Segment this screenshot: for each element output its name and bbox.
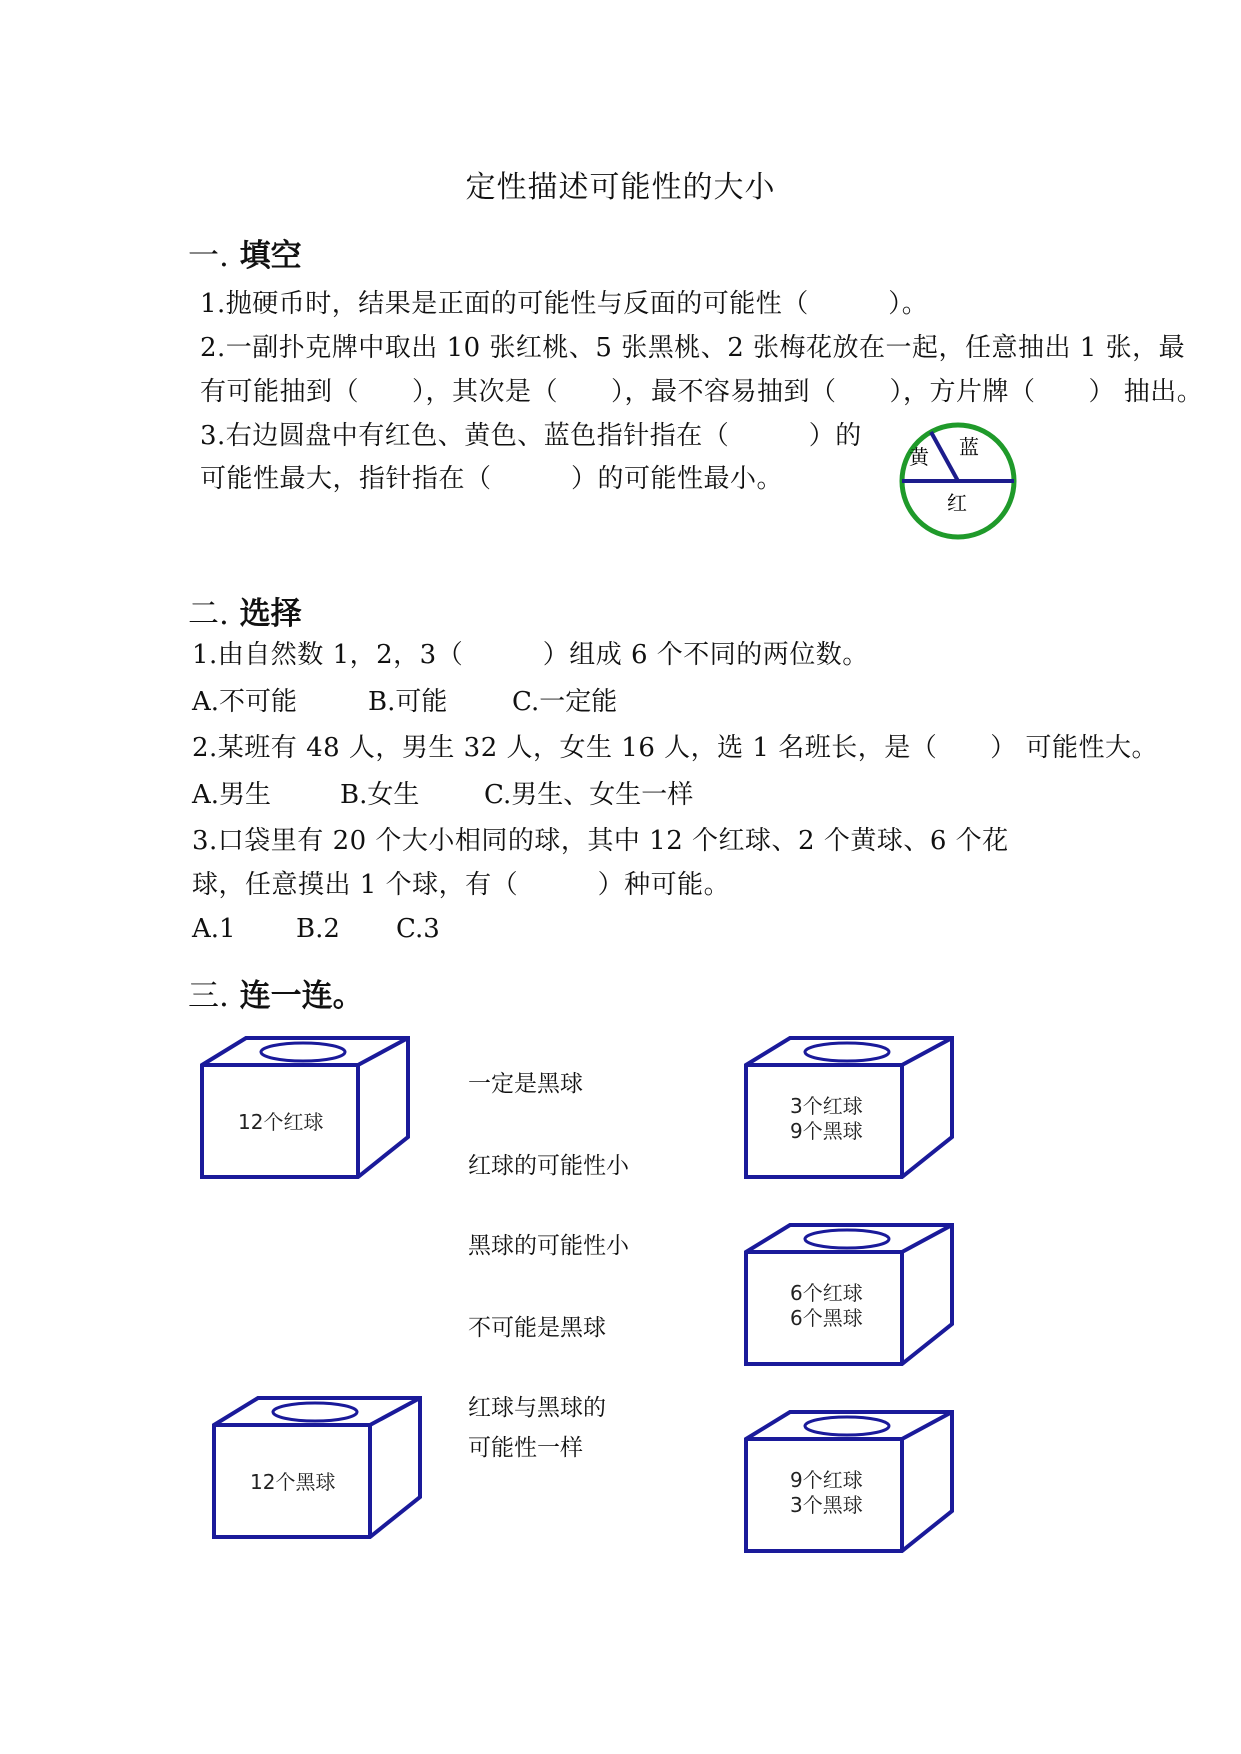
statement-red-less-likely: 红球的可能性小 [468, 1153, 629, 1179]
section-number: 一. [188, 238, 229, 274]
box-opening [273, 1403, 357, 1421]
box-label-red: 3个红球 [790, 1094, 863, 1118]
question-2-1: 1.由自然数 1，2，3（ ）组成 6 个不同的两位数。 [192, 640, 869, 670]
page-title: 定性描述可能性的大小 [465, 170, 776, 205]
box-right-1 [742, 1035, 958, 1183]
section-heading-match [188, 970, 364, 1015]
box-label-red: 9个红球 [790, 1468, 863, 1492]
option-2-2-a: A.男生 [192, 780, 272, 810]
question-2-3-line2: 球，任意摸出 1 个球，有（ ）种可能。 [192, 870, 731, 900]
option-2-2-c: C.男生、女生一样 [484, 780, 694, 810]
box-left-2 [210, 1395, 426, 1543]
option-2-2-b: B.女生 [340, 780, 420, 810]
box-label-black: 9个黑球 [790, 1119, 863, 1143]
box-label-black: 3个黑球 [790, 1493, 863, 1517]
option-2-1-c: C.一定能 [512, 687, 618, 717]
box-label: 12个红球 [238, 1110, 324, 1134]
question-2-2: 2.某班有 48 人，男生 32 人，女生 16 人，选 1 名班长，是（ ） 可能性大。 [192, 733, 1158, 763]
section-heading-choice [188, 588, 302, 633]
spinner-disc [895, 418, 1021, 544]
box-label: 12个黑球 [250, 1470, 336, 1494]
section-heading-fill-blank [188, 230, 302, 275]
box-opening [805, 1230, 889, 1248]
option-2-3-c: C.3 [396, 914, 440, 944]
disc-label-blue: 蓝 [959, 435, 979, 459]
statement-black-less-likely: 黑球的可能性小 [468, 1233, 629, 1259]
section-number: 三. [188, 978, 229, 1014]
option-2-3-a: A.1 [192, 914, 236, 944]
statement-always-black: 一定是黑球 [468, 1071, 583, 1097]
statement-never-black: 不可能是黑球 [468, 1315, 606, 1341]
section-title: 选择 [239, 596, 302, 632]
box-opening [805, 1043, 889, 1061]
box-label-black: 6个黑球 [790, 1306, 863, 1330]
question-1-2-line2: 有可能抽到（ ），其次是（ ），最不容易抽到（ ），方片牌（ ） 抽出。 [200, 377, 1204, 407]
box-right-2 [742, 1222, 958, 1370]
section-title: 连一连。 [239, 978, 364, 1014]
statement-equal-line2: 可能性一样 [468, 1435, 583, 1461]
question-2-3-line1: 3.口袋里有 20 个大小相同的球，其中 12 个红球、2 个黄球、6 个花 [192, 826, 1009, 856]
statement-equal-line1: 红球与黑球的 [468, 1395, 606, 1421]
box-right-3 [742, 1409, 958, 1557]
question-1-2-line1: 2.一副扑克牌中取出 10 张红桃、5 张黑桃、2 张梅花放在一起，任意抽出 1 张，最 [200, 333, 1186, 363]
box-left-1 [198, 1035, 414, 1183]
section-number: 二. [188, 596, 229, 632]
question-1-3-line2: 可能性最大，指针指在（ ）的可能性最小。 [200, 464, 784, 494]
disc-label-yellow: 黄 [909, 445, 929, 469]
disc-label-red: 红 [947, 491, 967, 515]
question-1-3-line1: 3.右边圆盘中有红色、黄色、蓝色指针指在（ ）的 [200, 421, 862, 451]
box-opening [805, 1417, 889, 1435]
box-label-red: 6个红球 [790, 1281, 863, 1305]
box-opening [261, 1043, 345, 1061]
option-2-1-b: B.可能 [368, 687, 448, 717]
question-1-1: 1.抛硬币时，结果是正面的可能性与反面的可能性（ ）。 [200, 289, 929, 319]
option-2-3-b: B.2 [296, 914, 340, 944]
option-2-1-a: A.不可能 [192, 687, 298, 717]
section-title: 填空 [239, 238, 302, 274]
